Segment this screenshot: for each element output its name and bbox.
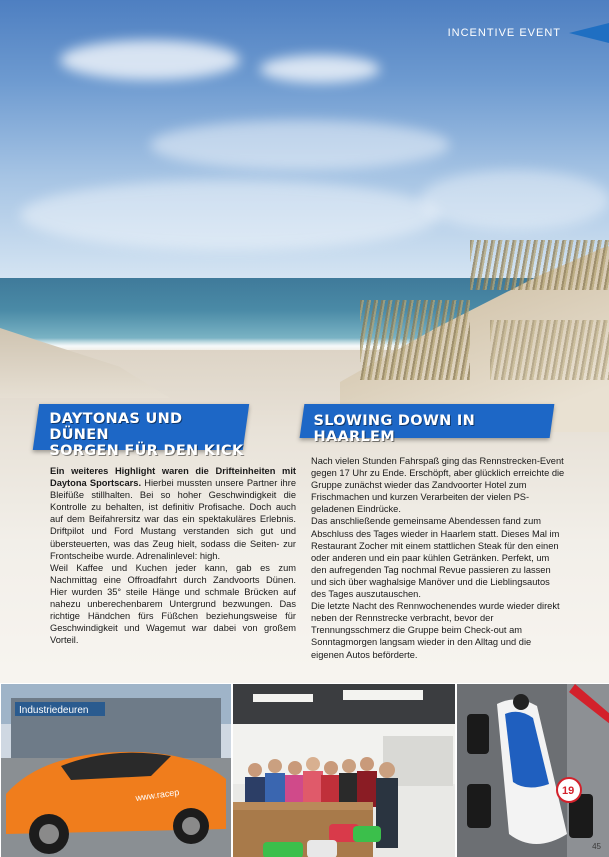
left-article-body [50,465,296,646]
page-number: 45 [592,842,601,851]
dune-grass [490,320,609,380]
left-headline-box [33,404,249,459]
section-label-text: INCENTIVE EVENT [447,27,561,39]
photo-orange-sportscar [0,683,232,857]
dune-grass [360,300,470,380]
photo-strip [0,677,609,857]
section-label [448,22,609,44]
cloud [150,120,450,170]
left-para2: Weil Kaffee und Kuchen jeder kann, gab es zum Nachmittag eine Offroadfahrt durch Zandvoorts Dünen. Hier wurden 35° steile Hänge und schmale Brücken auf nahezu unberechenbarem Untergrund bezwungen. Das richtige Händchen fürs Füßchen beziehungsweise für Geschwindigkeit und Wagemut war dabei von großem Vorteil. [50,562,296,646]
left-headline-line2: SORGEN FÜR DEN KICK [49,443,244,459]
car-decal-text: www.racep [134,786,180,803]
triangle-marker-icon [569,23,609,43]
right-article-body [311,455,565,661]
cloud [420,170,609,230]
right-headline-box [300,404,555,445]
right-para1: Nach vielen Stunden Fahrspaß ging das Rennstrecken-Event gegen 17 Uhr zu Ende. Erschöpft, aber glücklich erreichte die Gruppe zunächst wieder das Zandvoorter Hotel zum Frischmachen und kurzen Verarbeiten der vielen PS-geladenen Eindrücke. [311,456,565,515]
left-lead: Ein weiteres Highlight waren die Drifteinheiten mit Daytona Sportscars. [50,466,296,489]
building-sign: Industriedeuren [19,705,89,716]
right-headline: SLOWING DOWN IN HAARLEM [313,413,476,445]
left-headline-line1: DAYTONAS UND DÜNEN [49,411,183,443]
photo-formula-car [456,683,609,857]
cloud [20,180,440,250]
dune-grass [470,240,609,290]
right-para3: Die letzte Nacht des Rennwochenendes wurde wieder direkt neben der Rennstrecke verbracht, bevor der Trennungsschmerz die Gruppe beim Check-out am Sonntagmorgen langsam wieder in den Alltag und die eigenen Autos beförderte. [311,601,560,660]
left-para1: Hierbei mussten unsere Partner ihre Bleifüße stillhalten. Bei so hoher Geschwindigkeit die Kontrolle zu behalten, ist definitiv Profisache. Doch auch auf dem Beifahrersitz war das ein spektakuläres Erlebnis. Driftpilot und Ford Mustang verstanden sich gut und übersteuerten, was das Zeug hielt, sodass die Seiten- zur Frontscheibe wurde. Adrenalinlevel: high. [50,478,296,561]
car-number: 19 [562,785,575,797]
photo-group-bar [232,683,456,857]
cloud [260,55,380,83]
cloud [60,40,240,80]
right-para2: Das anschließende gemeinsame Abendessen fand zum Abschluss des Tages wieder in Haarlem statt. Dieses Mal im Restaurant Zocher mit einem stattlichen Steak für den einen oder anderen und ein paar kühlen Getränken. Perfekt, um den aufregenden Tag nochmal Revue passieren zu lassen und sich über waghalsige Manöver und die Lieblingsautos des Tages auszutauschen. [311,516,560,600]
group-photo-illustration [233,684,455,857]
formula-car-illustration [457,684,609,857]
sportscar-illustration [1,684,231,857]
